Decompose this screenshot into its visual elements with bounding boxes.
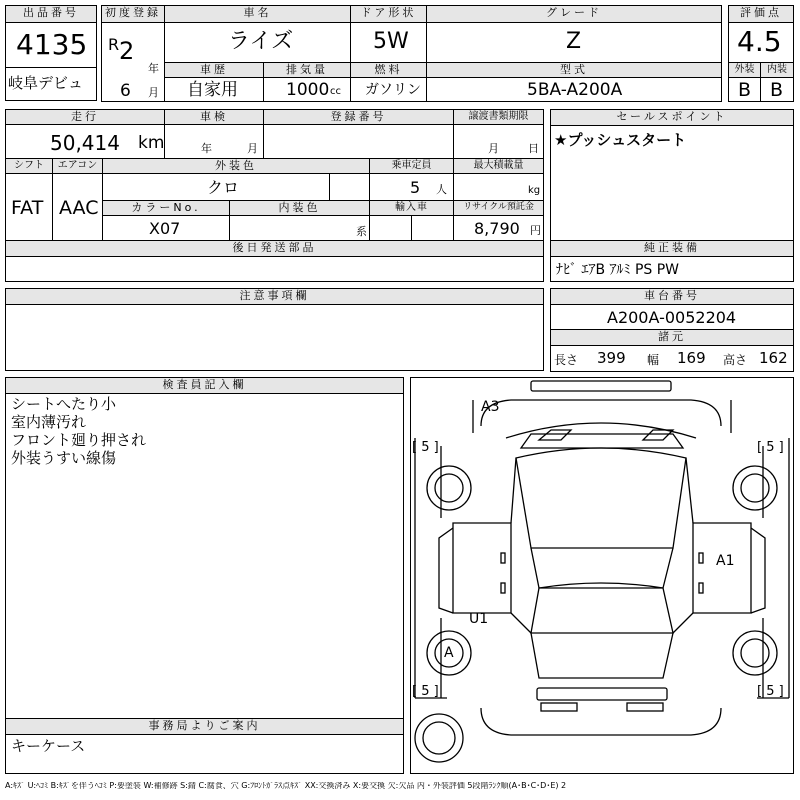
- color-extra-cell: [329, 173, 370, 201]
- sales-point: ★プッシュスタート: [554, 131, 687, 149]
- car-name-label: 車名: [164, 5, 351, 23]
- tire-front-right: [ 5 ]: [757, 440, 784, 455]
- shift: FAT: [11, 197, 44, 219]
- max-load-unit: kg: [528, 185, 541, 196]
- color-cell: [102, 173, 330, 201]
- tire-rear-right: [ 5 ]: [757, 684, 784, 699]
- later-parts-label: 後日発送部品: [5, 240, 544, 257]
- interior-label: 内装: [760, 62, 794, 78]
- era: R: [108, 35, 120, 54]
- inspection-label: 車検: [164, 109, 264, 125]
- doors: 5W: [373, 29, 409, 54]
- car-name: ライズ: [228, 29, 294, 54]
- month-unit: 月: [148, 86, 159, 99]
- equipment-label: 純正装備: [550, 240, 794, 257]
- event-name: 岐阜デビュ: [8, 74, 84, 92]
- insp-month-unit: 月: [247, 142, 258, 155]
- score: 4.5: [737, 25, 782, 58]
- year-num: 2: [119, 37, 135, 65]
- lot-no: 4135: [16, 28, 88, 61]
- mileage: 50,414: [50, 131, 120, 155]
- transfer-month-unit: 月: [488, 142, 499, 155]
- int-color-cell: [229, 215, 370, 241]
- tire-rear-left: [ 5 ]: [412, 684, 439, 699]
- max-load-label: 最大積載量: [453, 158, 544, 174]
- notes-cell: [5, 304, 544, 371]
- recycle-unit: 円: [530, 224, 541, 237]
- int-color-unit: 系: [356, 225, 367, 238]
- color-no-label: カラーNo.: [102, 200, 230, 216]
- month-num: 6: [120, 81, 131, 101]
- inspector-label: 検査員記入欄: [5, 377, 404, 394]
- history-cell: [164, 77, 264, 102]
- inspector-cell: [5, 393, 404, 719]
- ac-cell: [52, 173, 103, 241]
- max-load-cell: [453, 173, 544, 201]
- capacity-unit: 人: [436, 183, 447, 196]
- color-no-cell: [102, 215, 230, 241]
- length-label: 長さ: [554, 353, 579, 367]
- dims-cell: [550, 345, 794, 372]
- capacity-label: 乗車定員: [369, 158, 454, 174]
- displacement-label: 排気量: [263, 62, 351, 78]
- mileage-cell: [5, 124, 165, 159]
- grade-label: グレード: [426, 5, 722, 23]
- chassis-number: A200A-0052204: [607, 308, 737, 327]
- capacity: 5: [410, 178, 421, 197]
- sales-label: セールスポイント: [550, 109, 794, 126]
- inspector-note-4: 外装うすい線傷: [11, 449, 117, 467]
- transfer-label: 譲渡書類期限: [453, 109, 544, 125]
- shift-label: シフト: [5, 158, 53, 174]
- doors-cell: [350, 22, 427, 63]
- lot-no-cell: [5, 22, 97, 68]
- office-cell: [5, 734, 404, 774]
- score-cell: [728, 22, 794, 63]
- transfer-day-unit: 日: [528, 142, 539, 155]
- model-cell: [426, 77, 722, 102]
- reg-no-label: 登録番号: [263, 109, 454, 125]
- model-label: 型式: [426, 62, 722, 78]
- later-parts-cell: [5, 256, 544, 282]
- score-label: 評価点: [728, 5, 794, 23]
- displacement-cell: [263, 77, 351, 102]
- import-label: 輸入車: [369, 200, 454, 216]
- shift-cell: [5, 173, 53, 241]
- recycle-cell: [453, 215, 544, 241]
- ac: AAC: [59, 197, 99, 219]
- exterior-grade: B: [738, 79, 752, 101]
- model: 5BA-A200A: [527, 80, 623, 100]
- inspector-note-3: フロント廻り押され: [11, 431, 147, 449]
- fuel-cell: [350, 77, 427, 102]
- event-cell: [5, 67, 97, 101]
- interior-cell: [760, 77, 794, 102]
- history: 自家用: [187, 80, 238, 100]
- chassis-label: 車台番号: [550, 288, 794, 305]
- mileage-unit: km: [138, 133, 165, 153]
- office-note: キーケース: [11, 737, 86, 755]
- recycle: 8,790: [474, 219, 520, 238]
- inspector-note-1: シートへたり小: [11, 395, 117, 413]
- interior-grade: B: [770, 79, 784, 101]
- mileage-label: 走行: [5, 109, 165, 125]
- tire-front-left: [ 5 ]: [412, 440, 439, 455]
- capacity-cell: [369, 173, 454, 201]
- lot-no-label: 出品番号: [5, 5, 97, 23]
- displacement: 1000: [286, 80, 330, 100]
- history-label: 車歴: [164, 62, 264, 78]
- import-cell-a: [369, 215, 412, 241]
- length: 399: [597, 349, 626, 367]
- car-name-cell: [164, 22, 351, 63]
- width: 169: [677, 349, 706, 367]
- ac-label: エアコン: [52, 158, 103, 174]
- doors-label: ドア形状: [350, 5, 427, 23]
- office-label: 事務局よりご案内: [5, 718, 404, 735]
- first-reg-cell: [101, 22, 165, 102]
- width-label: 幅: [647, 353, 660, 367]
- height-label: 高さ: [723, 353, 748, 367]
- recycle-label: リサイクル預託金: [453, 200, 544, 216]
- import-cell-b: [411, 215, 454, 241]
- chassis-cell: [550, 304, 794, 330]
- notes-label: 注意事項欄: [5, 288, 544, 305]
- grade-cell: [426, 22, 722, 63]
- fuel-label: 燃料: [350, 62, 427, 78]
- height: 162: [759, 349, 788, 367]
- displacement-unit: cc: [330, 86, 341, 97]
- equipment: ﾅﾋﾞ ｴｱB ｱﾙﾐ PS PW: [556, 262, 680, 278]
- exterior-label: 外装: [728, 62, 761, 78]
- color-no: X07: [149, 219, 181, 238]
- first-reg-label: 初度登録: [101, 5, 165, 23]
- int-color-label: 内装色: [229, 200, 370, 216]
- car-outline-svg: [411, 378, 793, 773]
- insp-year-unit: 年: [201, 142, 212, 155]
- inspector-note-2: 室内薄汚れ: [11, 413, 87, 431]
- inspection-cell: [164, 124, 264, 159]
- mark-a3: A3: [481, 399, 500, 415]
- transfer-cell: [453, 124, 544, 159]
- legend: A:ｷｽﾞ U:ﾍｺﾐ B:ｷｽﾞを伴うﾍｺﾐ P:要塗装 W:補修跡 S:錆 C:腐食、穴 G:ﾌﾛﾝﾄｶﾞﾗｽ点ｷｽﾞ XX:交換済み X:要交換 欠:欠品 内・外装評価 5段階ﾗﾝｸ順(A･B･C･D･E) 2: [5, 782, 567, 790]
- car-diagram: [410, 377, 794, 774]
- reg-no-cell: [263, 124, 454, 159]
- color-label: 外装色: [102, 158, 370, 174]
- color: クロ: [207, 178, 240, 197]
- dims-label: 諸元: [550, 329, 794, 346]
- equipment-cell: [550, 256, 794, 282]
- fuel: ガソリン: [365, 82, 421, 98]
- sales-cell: [550, 125, 794, 241]
- exterior-cell: [728, 77, 761, 102]
- year-unit: 年: [148, 62, 159, 75]
- grade: Z: [566, 29, 582, 54]
- mark-a-wheel: A: [444, 645, 454, 661]
- mark-a1: A1: [716, 553, 735, 569]
- mark-u1: U1: [469, 611, 489, 627]
